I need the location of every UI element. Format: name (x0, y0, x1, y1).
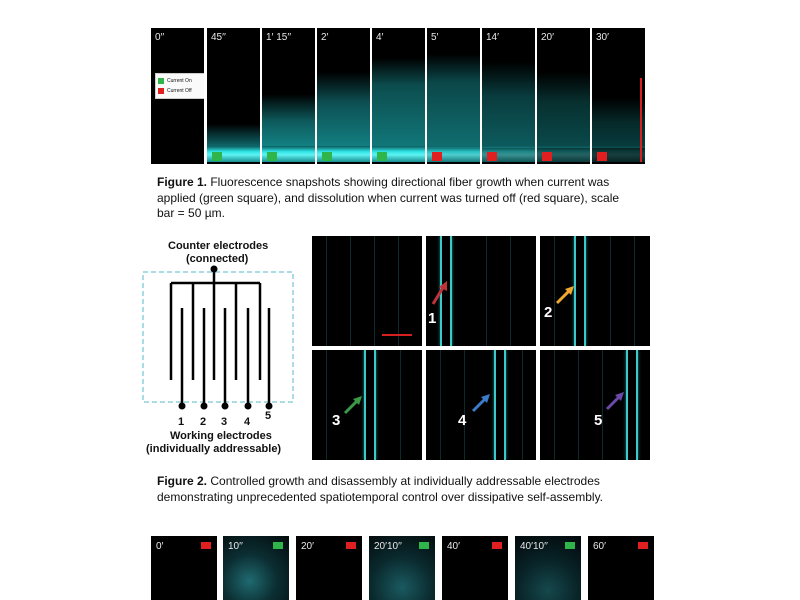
figure2-image-grid (312, 236, 652, 458)
figure1-image-strip (151, 28, 649, 164)
electrode-number: 3 (221, 416, 228, 428)
figure3-panel-1 (223, 536, 289, 600)
electrode-number: 5 (265, 410, 272, 422)
electrode-number: 2 (200, 416, 207, 428)
legend-off-label: Current Off (167, 88, 192, 94)
fiber (626, 350, 638, 460)
figure3-panel-6 (588, 536, 654, 600)
current-off-indicator (201, 542, 211, 549)
working-electrodes-label: Working electrodes (170, 430, 272, 442)
figure1-panel-2 (262, 28, 315, 164)
panel-time-label: 1′ 15′′ (266, 32, 292, 43)
figure1-panel-0 (151, 28, 204, 164)
figure2-panel-2 (540, 236, 650, 346)
figure1-caption (157, 175, 635, 222)
fiber (494, 350, 506, 460)
panel-time-label: 4′ (376, 32, 384, 43)
figure2-panel-0 (312, 236, 422, 346)
fiber (364, 350, 376, 460)
figure1-panel-6 (482, 28, 535, 164)
panel-time-label: 2′ (321, 32, 329, 43)
current-off-indicator (487, 152, 497, 161)
panel-time-label: 45′′ (211, 32, 226, 43)
current-off-indicator (638, 542, 648, 549)
arrow-icon (342, 394, 364, 416)
arrow-icon (604, 390, 626, 412)
figure1-panel-5 (427, 28, 480, 164)
current-off-indicator (597, 152, 607, 161)
current-on-indicator (565, 542, 575, 549)
electrode-number: 4 (244, 416, 251, 428)
figure2-caption (157, 474, 647, 505)
panel-time-label: 0′ (156, 541, 164, 552)
panel-number: 3 (332, 412, 341, 429)
figure1-panel-7 (537, 28, 590, 164)
panel-number: 4 (458, 412, 467, 429)
figure3-panel-3 (369, 536, 435, 600)
panel-number: 5 (594, 412, 603, 429)
figure2-panel-1 (426, 236, 536, 346)
panel-time-label: 40′10′′ (520, 541, 548, 552)
arrow-icon (554, 284, 576, 306)
electrode-schematic (138, 238, 300, 458)
electrode-number: 1 (178, 416, 185, 428)
figure2-caption-text: Controlled growth and disassembly at individually addressable electrodes demonstrating unprecedented spatiotemporal control over dissipative self-assembly. (157, 474, 604, 504)
panel-number: 2 (544, 304, 553, 321)
panel-time-label: 14′ (486, 32, 499, 43)
counter-electrodes-sublabel: (connected) (186, 253, 249, 265)
panel-time-label: 0′′ (155, 32, 165, 43)
electrode-diagram (138, 238, 300, 458)
scale-bar (640, 78, 642, 162)
figure2-panel-4 (426, 350, 536, 460)
figure1-panel-8 (592, 28, 645, 164)
figure2-caption-label: Figure 2. (157, 474, 208, 488)
panel-time-label: 60′ (593, 541, 606, 552)
counter-electrodes-label: Counter electrodes (168, 240, 269, 252)
working-electrodes-sublabel: (individually addressable) (146, 443, 282, 455)
current-on-indicator (212, 152, 222, 161)
panel-time-label: 30′ (596, 32, 609, 43)
arrow-icon (470, 392, 492, 414)
current-off-indicator (492, 542, 502, 549)
panel-number: 1 (428, 310, 437, 327)
current-off-swatch (158, 88, 164, 94)
current-off-indicator (542, 152, 552, 161)
current-off-indicator (432, 152, 442, 161)
figure3-image-strip (151, 536, 653, 600)
panel-time-label: 20′ (301, 541, 314, 552)
panel-time-label: 20′ (541, 32, 554, 43)
current-on-swatch (158, 78, 164, 84)
figure1-panel-3 (317, 28, 370, 164)
current-on-indicator (322, 152, 332, 161)
panel-time-label: 5′ (431, 32, 439, 43)
figure3-panel-4 (442, 536, 508, 600)
figure2-panel-5 (540, 350, 650, 460)
figure2-panel-3 (312, 350, 422, 460)
current-on-indicator (273, 542, 283, 549)
current-on-indicator (377, 152, 387, 161)
current-on-indicator (267, 152, 277, 161)
figure3-panel-2 (296, 536, 362, 600)
arrow-icon (430, 280, 450, 306)
figure1-panel-4 (372, 28, 425, 164)
figure3-panel-5 (515, 536, 581, 600)
figure1-caption-label: Figure 1. (157, 175, 208, 189)
legend-on-label: Current On (167, 78, 192, 84)
panel-time-label: 20′10′′ (374, 541, 402, 552)
current-off-indicator (346, 542, 356, 549)
figure1-panel-1 (207, 28, 260, 164)
panel-time-label: 40′ (447, 541, 460, 552)
figure1-caption-text: Fluorescence snapshots showing directional fiber growth when current was applied (green square), and dissolution when current was turned off (red square), scale bar = 50 µm. (157, 175, 620, 220)
figure3-panel-0 (151, 536, 217, 600)
scale-bar (382, 334, 412, 336)
panel-time-label: 10′′ (228, 541, 243, 552)
current-on-indicator (419, 542, 429, 549)
current-legend (155, 73, 204, 99)
